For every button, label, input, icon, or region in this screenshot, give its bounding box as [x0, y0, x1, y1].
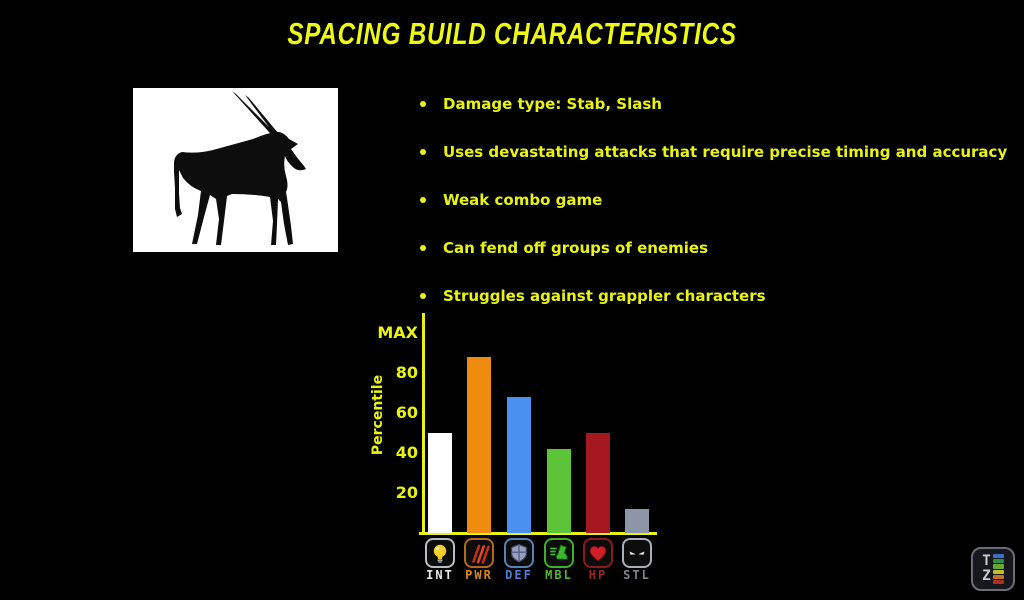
- logo-letter-z: Z: [982, 568, 991, 584]
- tierzoo-logo: [971, 547, 1015, 591]
- stat-label-hp: HP: [588, 568, 608, 582]
- lightbulb-icon: [428, 541, 452, 565]
- animal-image-frame: [133, 88, 338, 252]
- y-tick: MAX: [377, 323, 418, 342]
- stat-tile-int: [425, 538, 455, 568]
- oryx-silhouette-image: [133, 88, 338, 252]
- logo-letters: [982, 554, 990, 584]
- bullet-list: [420, 80, 1007, 320]
- shield-icon: [507, 541, 531, 565]
- page-title: [0, 14, 1024, 52]
- bullet-item: [420, 272, 1007, 320]
- bar-int: [428, 433, 452, 533]
- bar-pwr: [467, 357, 491, 533]
- bar-def: [507, 397, 531, 533]
- bar-stl: [625, 509, 649, 533]
- bullet-dot: [420, 149, 426, 155]
- stat-tile-mbl: [544, 538, 574, 568]
- bullet-item: [420, 176, 1007, 224]
- logo-letter-t: T: [982, 553, 991, 569]
- y-tick: 40: [395, 443, 418, 462]
- stat-tile-pwr: [464, 538, 494, 568]
- bullet-dot: [420, 197, 426, 203]
- bullet-text: Weak combo game: [443, 191, 603, 209]
- stat-tile-stl: [622, 538, 652, 568]
- stat-label-mbl: MBL: [545, 568, 573, 582]
- y-tick: 80: [395, 363, 418, 382]
- bullet-text: Uses devastating attacks that require precise timing and accuracy: [443, 143, 1008, 161]
- y-tick: 20: [395, 483, 418, 502]
- y-axis-line: [422, 313, 425, 535]
- bullet-dot: [420, 101, 426, 107]
- stat-label-pwr: PWR: [465, 568, 493, 582]
- bar-mbl: [547, 449, 571, 533]
- stat-label-stl: STL: [623, 568, 651, 582]
- x-axis-line: [419, 532, 657, 535]
- stat-tile-def: [504, 538, 534, 568]
- bar-hp: [586, 433, 610, 533]
- bullet-dot: [420, 293, 426, 299]
- y-tick: 60: [395, 403, 418, 422]
- bullet-dot: [420, 245, 426, 251]
- bullet-item: [420, 224, 1007, 272]
- stat-label-int: INT: [426, 568, 454, 582]
- claw-slashes-icon: [467, 541, 491, 565]
- heart-icon: [586, 541, 610, 565]
- bullet-item: [420, 80, 1007, 128]
- tier-gradient-bars: [993, 554, 1004, 585]
- stat-tile-hp: [583, 538, 613, 568]
- page-title-text: SPACING BUILD CHARACTERISTICS: [287, 16, 737, 51]
- bullet-text: Damage type: Stab, Slash: [443, 95, 662, 113]
- stat-label-def: DEF: [505, 568, 533, 582]
- y-axis-label: Percentile: [370, 374, 386, 456]
- bullet-text: Struggles against grappler characters: [443, 287, 766, 305]
- bullet-item: [420, 128, 1007, 176]
- running-boot-icon: [547, 541, 571, 565]
- bullet-text: Can fend off groups of enemies: [443, 239, 709, 257]
- stealth-eyes-icon: [625, 541, 649, 565]
